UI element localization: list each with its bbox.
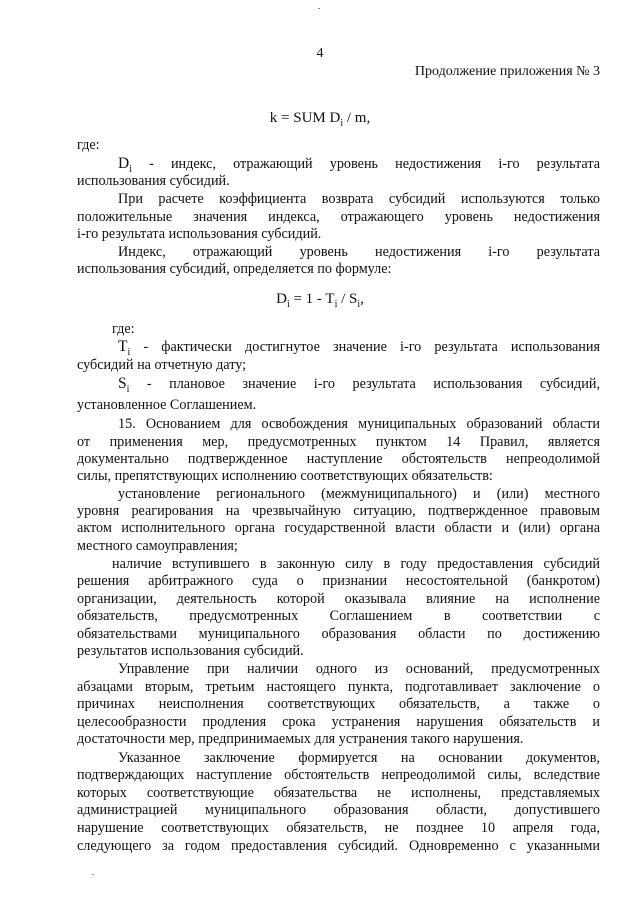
text-line: Управление при наличии одного из оснований, предусмотренных (118, 661, 600, 677)
text-line: подтверждающих наступление обстоятельств непреодолимой силы, вследствие (77, 767, 600, 783)
text-line: организации, деятельность которой оказывала влияние на исполнение (77, 591, 600, 607)
where-label: где: (112, 321, 135, 337)
text-line: актом исполнительного органа государственной власти области и (или) органа (77, 520, 600, 536)
text-line: следующего за годом предоставления субсидий. Одновременно с указанными (77, 838, 600, 854)
scan-mark (318, 8, 320, 9)
text-line: обязательствами муниципального образования области по достижению (77, 626, 600, 642)
page-number: 4 (316, 46, 324, 61)
text-line: использования субсидий. (77, 173, 230, 189)
text-line: которых соответствующие обязательства не исполнены, представляемых (77, 785, 600, 801)
text-line: обязательств, предусмотренных Соглашением в соответствии с (77, 608, 600, 624)
text-line: абзацами вторым, третьим настоящего пункта, подготавливает заключение о (77, 679, 600, 695)
text-line: установленное Соглашением. (77, 397, 257, 413)
text-line: от применения мер, предусмотренных пунктом 14 Правил, является (77, 434, 600, 450)
text-line: уровня реагирования на чрезвычайную ситуацию, подтвержденное правовым (77, 503, 600, 519)
text-line: i-го результата использования субсидий. (77, 226, 322, 242)
text-line: достаточности мер, предпринимаемых для устранения такого нарушения. (77, 731, 524, 747)
formula-k: k = SUM $D_i$ / m, (269, 110, 371, 129)
text-line: Указанное заключение формируется на основании документов, (118, 750, 600, 766)
text-line: При расчете коэффициента возврата субсидий используются только (118, 191, 600, 207)
text-line: решения арбитражного суда о признании несостоятельной (банкротом) (77, 573, 600, 589)
text-line: Индекс, отражающий уровень недостижения i-го результата (118, 244, 600, 260)
where-label: где: (77, 137, 100, 153)
appendix-header: Продолжение приложения № 3 (414, 64, 600, 79)
text-line: администрацией муниципального образования области, допустившего (77, 802, 600, 818)
text-line: использования субсидий, определяется по формуле: (77, 261, 392, 277)
definition-si: $S_i$ - плановое значение i-го результата использования субсидий, (118, 375, 600, 395)
definition-ti: $T_i$ - фактически достигнутое значение i-го результата использования (118, 338, 600, 358)
text-line: результатов использования субсидий. (77, 643, 304, 659)
text-line: положительные значения индекса, отражающего уровень недостижения (77, 209, 600, 225)
scan-mark (92, 874, 94, 875)
formula-di: $D_i = 1 - T_i / S_i$, (276, 291, 364, 310)
text-line: наличие вступившего в законную силу в году предоставления субсидий (112, 556, 600, 572)
text-line: силы, препятствующих исполнению соответствующих обязательств: (77, 468, 493, 484)
definition-di: $D_i$ - индекс, отражающий уровень недостижения i-го результата (118, 155, 600, 175)
text-line: 15. Основанием для освобождения муниципальных образований области (118, 416, 600, 432)
text-line: причинах неисполнения соответствующих обязательств, а также о (77, 696, 600, 712)
text-line: местного самоуправления; (77, 538, 238, 554)
text-line: целесообразности продления срока устранения нарушения обязательств и (77, 714, 600, 730)
text-line: документально подтвержденное наступление обстоятельств непреодолимой (77, 451, 600, 467)
text-line: субсидий на отчетную дату; (77, 357, 247, 373)
text-line: установление регионального (межмуниципального) и (или) местного (118, 486, 600, 502)
text-line: нарушение соответствующих обязательств, не позднее 10 апреля года, (77, 820, 600, 836)
